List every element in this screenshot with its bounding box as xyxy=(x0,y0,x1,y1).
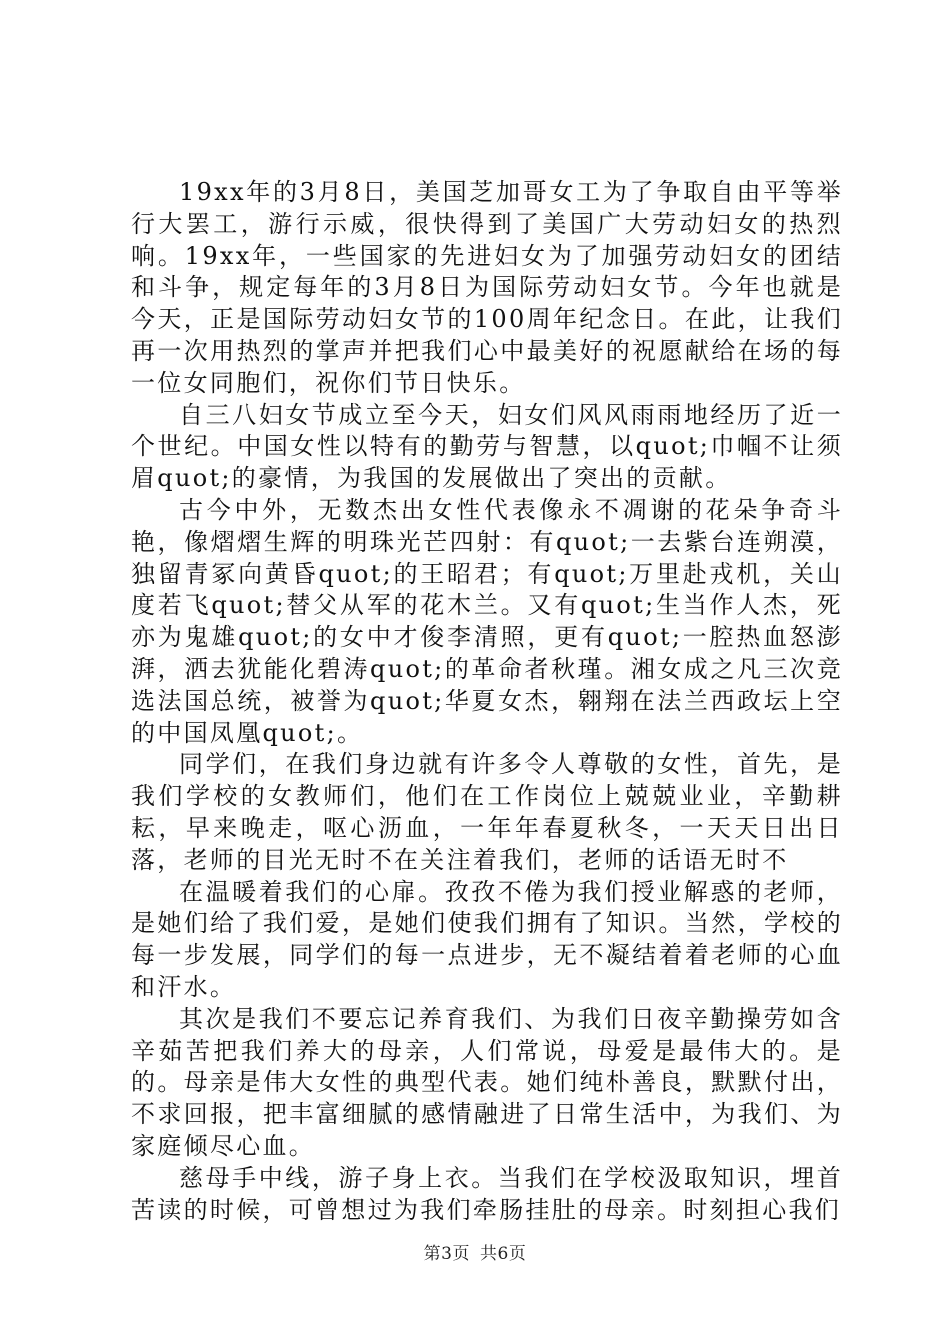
paragraph: 同学们，在我们身边就有许多令人尊敬的女性，首先，是我们学校的女教师们，他们在工作岗位上兢兢业业，辛勤耕耘，早来晚走，呕心沥血，一年年春夏秋冬，一天天日出日落，老师的目光无时不在关注着我们，老师的话语无时不 xyxy=(131,750,843,874)
paragraph: 在温暖着我们的心扉。孜孜不倦为我们授业解惑的老师，是她们给了我们爱，是她们使我们拥有了知识。当然，学校的每一步发展，同学们的每一点进步，无不凝结着着老师的心血和汗水。 xyxy=(131,877,843,1001)
page-number: 第3页 xyxy=(423,1244,470,1264)
page-footer xyxy=(0,1243,950,1265)
page-total: 共6页 xyxy=(480,1244,527,1264)
paragraph: 自三八妇女节成立至今天，妇女们风风雨雨地经历了近一个世纪。中国女性以特有的勤劳与智慧，以quot;巾帼不让须眉quot;的豪情，为我国的发展做出了突出的贡献。 xyxy=(131,400,843,493)
paragraph: 古今中外，无数杰出女性代表像永不凋谢的花朵争奇斗艳，像熠熠生辉的明珠光芒四射：有quot;一去紫台连朔漠，独留青冢向黄昏quot;的王昭君；有quot;万里赴戎机，关山度若飞quot;替父从军的花木兰。又有quot;生当作人杰，死亦为鬼雄quot;的女中才俊李清照，更有quot;一腔热血怒澎湃，洒去犹能化碧涛quot;的革命者秋瑾。湘女成之凡三次竞选法国总统，被誉为quot;华夏女杰，翱翔在法兰西政坛上空的中国凤凰quot;。 xyxy=(131,495,843,747)
document-body xyxy=(131,177,843,1226)
paragraph: 慈母手中线，游子身上衣。当我们在学校汲取知识，埋首苦读的时候，可曾想过为我们牵肠挂肚的母亲。时刻担心我们 xyxy=(131,1163,843,1224)
paragraph: 其次是我们不要忘记养育我们、为我们日夜辛勤操劳如含辛茹苦把我们养大的母亲，人们常说，母爱是最伟大的。是的。母亲是伟大女性的典型代表。她们纯朴善良，默默付出，不求回报，把丰富细腻的感情融进了日常生活中，为我们、为家庭倾尽心血。 xyxy=(131,1004,843,1160)
paragraph: 19xx年的3月8日，美国芝加哥女工为了争取自由平等举行大罢工，游行示威，很快得到了美国广大劳动妇女的热烈响。19xx年，一些国家的先进妇女为了加强劳动妇女的团结和斗争，规定每年的3月8日为国际劳动妇女节。今年也就是今天，正是国际劳动妇女节的100周年纪念日。在此，让我们再一次用热烈的掌声并把我们心中最美好的祝愿献给在场的每一位女同胞们，祝你们节日快乐。 xyxy=(131,178,843,397)
